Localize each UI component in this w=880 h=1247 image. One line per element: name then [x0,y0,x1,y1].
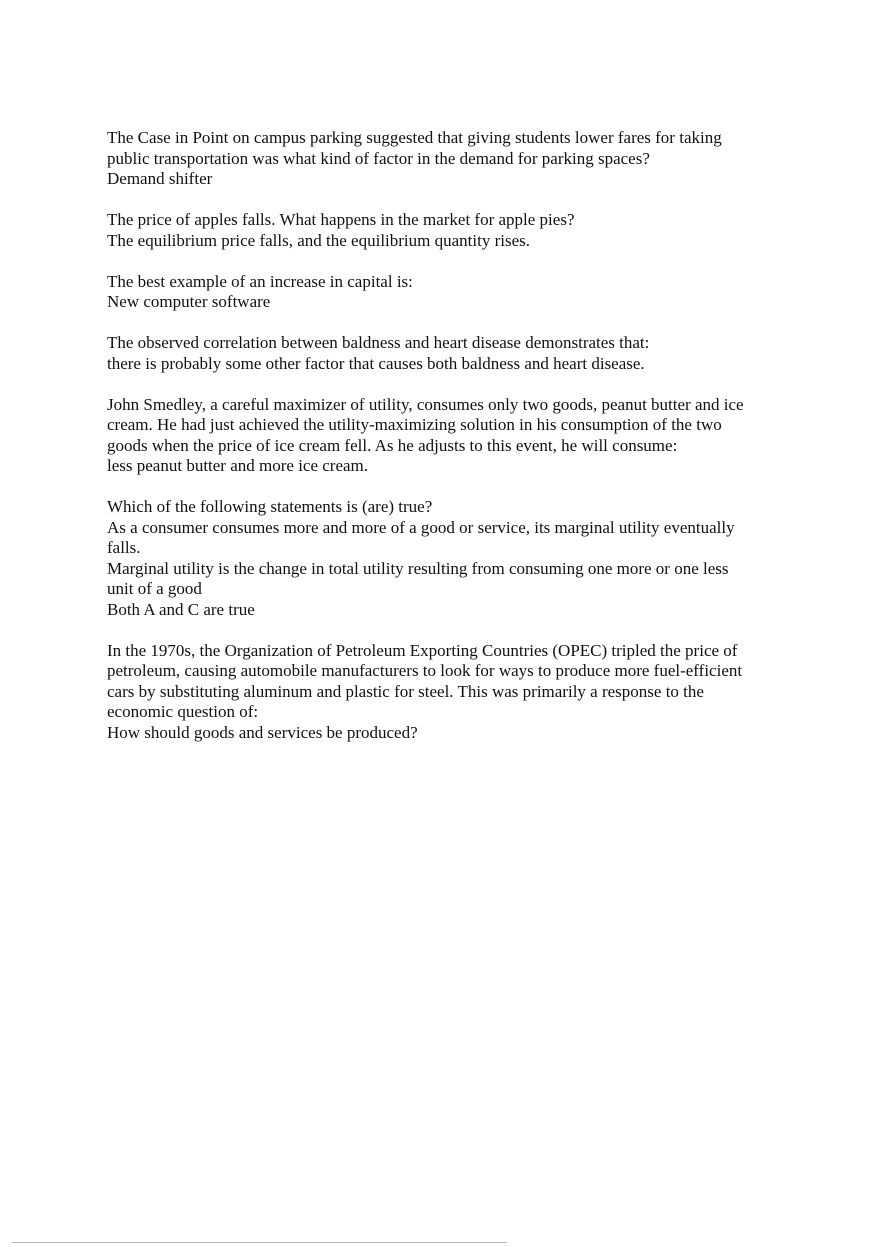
question-line: The observed correlation between baldness and heart disease demonstrates that: [107,333,650,352]
answer-line: Marginal utility is the change in total utility resulting from consuming one more or one less [107,558,729,578]
question-line: The Case in Point on campus parking suggested that giving students lower fares for taking [107,128,722,147]
footer-divider [12,1242,507,1243]
answer-line: unit of a good [107,579,202,598]
answer-line: there is probably some other factor that causes both baldness and heart disease. [107,353,645,373]
answer-line: The equilibrium price falls, and the equilibrium quantity rises. [107,230,531,250]
question-line: Which of the following statements is (are) true? [107,497,433,516]
qa-block-4 [107,333,777,374]
question-line: In the 1970s, the Organization of Petroleum Exporting Countries (OPEC) tripled the price of [107,640,738,660]
question-line: public transportation was what kind of factor in the demand for parking spaces? [107,148,650,168]
answer-line: falls. [107,538,141,557]
qa-block-6 [107,497,777,620]
answer-line: Both A and C are true [107,599,255,619]
question-line: cars by substituting aluminum and plastic for steel. This was primarily a response to the [107,681,704,701]
question-line: petroleum, causing automobile manufacturers to look for ways to produce more fuel-efficient [107,661,743,680]
answer-line: Demand shifter [107,169,213,188]
qa-block-2 [107,210,777,251]
question-line: The price of apples falls. What happens in the market for apple pies? [107,210,575,229]
answer-line: New computer software [107,292,271,311]
question-line: economic question of: [107,702,259,721]
qa-block-7 [107,641,777,744]
qa-block-1 [107,128,777,190]
qa-block-3 [107,272,777,313]
question-line: John Smedley, a careful maximizer of utility, consumes only two goods, peanut butter and ice [107,394,744,414]
document-body [107,128,777,764]
answer-line: How should goods and services be produced? [107,722,418,742]
question-line: goods when the price of ice cream fell. As he adjusts to this event, he will consume: [107,435,678,455]
answer-line: less peanut butter and more ice cream. [107,456,369,475]
qa-block-5 [107,395,777,477]
question-line: cream. He had just achieved the utility-maximizing solution in his consumption of the two [107,415,722,434]
answer-line: As a consumer consumes more and more of a good or service, its marginal utility eventually [107,517,735,537]
question-line: The best example of an increase in capital is: [107,271,413,291]
